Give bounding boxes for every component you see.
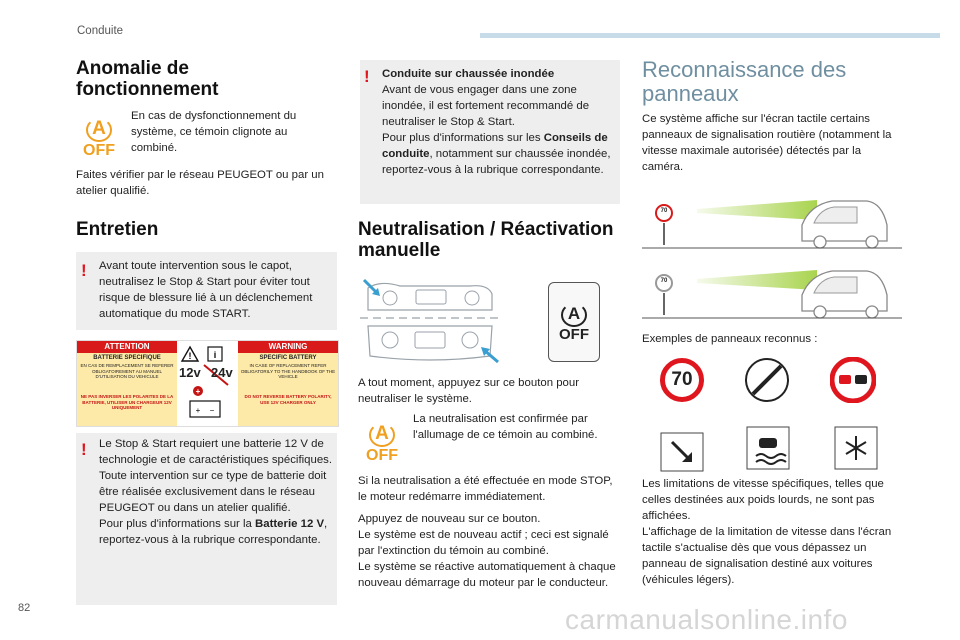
neutralisation-p4: Appuyez de nouveau sur ce bouton. Le système est de nouveau actif ; ceci est signalé par l'extinction du témoin au combiné. [358, 513, 609, 557]
camera-detection-illustration-2 [642, 265, 902, 325]
svg-text:+: + [195, 387, 201, 396]
neutralisation-p1: A tout moment, appuyez sur ce bouton pour neutraliser le système. [358, 377, 579, 405]
camera-sign-label-1: 70 [660, 208, 668, 214]
snow-ice-sign [834, 426, 878, 470]
battery-warning-box [76, 433, 337, 605]
stop-start-off-button[interactable] [548, 282, 600, 362]
entretien-warning-text: Avant toute intervention sous le capot, neutralisez le Stop & Start pour éviter tout risque de blessure lié à un déclenchement automatique du mode START. [99, 260, 313, 320]
neutralisation-p5: Le système se réactive automatiquement à chaque nouveau démarrage du moteur par le conducteur. [358, 561, 616, 589]
camera-sign-label-2: 70 [660, 278, 668, 284]
attention-banner: ATTENTION [77, 341, 177, 353]
battery-warning-text: Le Stop & Start requiert une batterie 12 V de technologie et de caractéristiques spécifiques. Toute intervention sur ce type de batterie doit être réalisée exclusivement dans le réseau PEUGEOT ou dans un atelier qualifié. Pour plus d'informations sur la Batterie 12 V, reportez-vous à la rubrique correspondante. [99, 438, 333, 546]
watermark: carmanualsonline.info [565, 604, 848, 635]
speed-limit-70-sign: 70 [660, 358, 704, 402]
label-24v: 24v [211, 365, 233, 380]
svg-text:+: + [195, 406, 201, 415]
warning-exclamation-icon: ! [81, 440, 87, 459]
camera-detection-illustration-1 [642, 195, 902, 255]
no-overtaking-sign [830, 357, 876, 403]
warning-banner: WARNING [238, 341, 338, 353]
label-12v: 12v [179, 365, 201, 380]
label-left-red: NE PAS INVERSER LES POLARITES DE LA BATTERIE, UTILISER UN CHARGEUR 12V UNIQUEMENT [80, 394, 174, 410]
page-number: 82 [18, 602, 31, 614]
aoff-warning-icon: A OFF [83, 118, 115, 159]
svg-text:!: ! [188, 351, 192, 361]
button-a-symbol: A [561, 303, 587, 327]
reconnaissance-intro: Ce système affiche sur l'écran tactile certains panneaux de signalisation routière (notamment la vitesse maximale autorisée) détectés par la caméra. [642, 113, 892, 173]
neutralisation-p3: Si la neutralisation a été effectuée en mode STOP, le moteur redémarre immédiatement. [358, 475, 613, 503]
label-left-title: BATTERIE SPECIFIQUE [93, 355, 161, 361]
entretien-warning-box [76, 252, 337, 330]
label-right-red: DO NOT REVERSE BATTERY POLARITY, USE 12V CHARGER ONLY [244, 394, 332, 405]
reconnaissance-title: Reconnaissance des panneaux [642, 57, 847, 106]
header-bar [480, 33, 940, 38]
anomalie-title: Anomalie de fonctionnement [76, 58, 219, 100]
inondee-warning-box [360, 60, 620, 204]
battery-center-icons [178, 341, 238, 426]
label-right-text: IN CASE OF REPLACEMENT REFER OBLIGATORILY TO THE HANDBOOK OF THE VEHICLE [240, 363, 336, 379]
button-off-label: OFF [559, 326, 589, 343]
anomalie-desc: En cas de dysfonctionnement du système, ce témoin clignote au combiné. [131, 110, 297, 154]
aoff-warning-icon: A OFF [366, 423, 398, 464]
label-right-title: SPECIFIC BATTERY [259, 355, 317, 361]
neutralisation-title: Neutralisation / Réactivation manuelle [358, 219, 614, 261]
inondee-text: Conduite sur chaussée inondée Avant de vous engager dans une zone inondée, il est fortement recommandé de neutraliser le Stop & Start. Pour plus d'informations sur les Conseils de conduite, notamment sur chaussée inondée, reportez-vous à la rubrique correspondante. [382, 68, 611, 176]
dashboard-illustration [360, 278, 500, 368]
warning-exclamation-icon: ! [364, 67, 370, 86]
battery-warning-label [76, 340, 339, 427]
neutralisation-p2: La neutralisation est confirmée par l'allumage de ce témoin au combiné. [413, 413, 598, 441]
svg-text:i: i [213, 350, 217, 360]
end-of-restrictions-sign [744, 357, 790, 403]
anomalie-advice: Faites vérifier par le réseau PEUGEOT ou par un atelier qualifié. [76, 169, 324, 197]
examples-label: Exemples de panneaux reconnus : [642, 333, 818, 345]
exit-arrow-sign [660, 432, 704, 472]
label-left-text: EN CAS DE REMPLACEMENT SE REFERER OBLIGATOIREMENT AU MANUEL D'UTILISATION DU VEHICULE [80, 363, 174, 379]
svg-text:−: − [209, 406, 215, 415]
limits-text: Les limitations de vitesse spécifiques, telles que celles destinées aux poids lourds, ne sont pas affichées. L'affichage de la limitation de vitesse dans l'écran tactile s'actualise dès que vous dépassez un panneau de signalisation destiné aux voitures (véhicules légers). [642, 478, 892, 586]
header-section-label: Conduite [77, 25, 124, 37]
slippery-road-sign [746, 426, 790, 470]
warning-exclamation-icon: ! [81, 261, 87, 280]
entretien-title: Entretien [76, 219, 159, 240]
